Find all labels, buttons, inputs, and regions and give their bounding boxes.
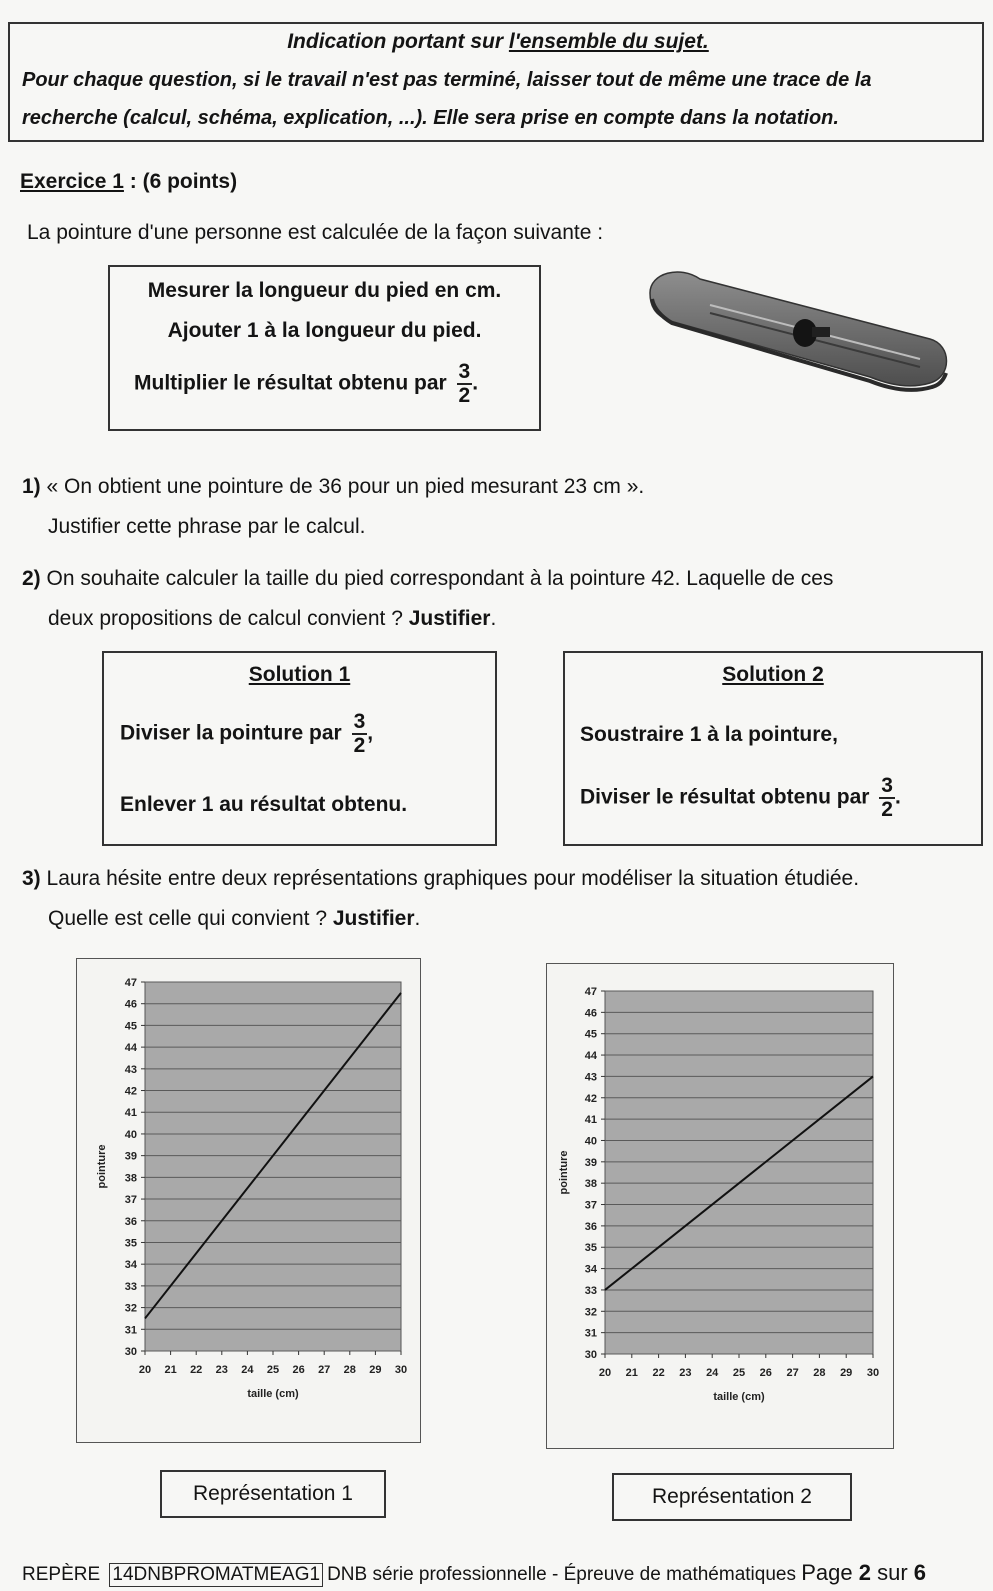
x-tick-label: 30 xyxy=(394,1364,408,1376)
x-tick-label: 20 xyxy=(138,1364,152,1376)
x-tick-label: 20 xyxy=(598,1367,612,1379)
rule-line-1: Mesurer la longueur du pied en cm. xyxy=(147,279,502,302)
y-tick-label: 46 xyxy=(124,998,137,1011)
solution-1-line-2: Enlever 1 au résultat obtenu. xyxy=(120,793,408,816)
y-tick-label: 40 xyxy=(124,1128,137,1141)
x-tick-label: 28 xyxy=(343,1364,356,1376)
x-tick-label: 29 xyxy=(369,1364,382,1376)
instructions-line-1: Pour chaque question, si le travail n'est pas terminé, laisser tout de même une trace de la xyxy=(22,69,872,91)
solution-2-title: Solution 2 xyxy=(722,663,824,686)
y-tick-label: 32 xyxy=(124,1302,137,1315)
foot-measuring-device-image xyxy=(640,265,955,405)
y-tick-label: 35 xyxy=(124,1237,137,1250)
y-tick-label: 39 xyxy=(124,1150,137,1163)
y-axis-label: pointure xyxy=(558,1150,570,1195)
chart-1-frame xyxy=(76,958,421,1443)
x-axis-label: taille (cm) xyxy=(247,1388,299,1400)
exercise-title: Exercice 1 : (6 points) xyxy=(20,170,238,193)
y-tick-label: 38 xyxy=(584,1178,597,1191)
x-tick-label: 27 xyxy=(786,1367,799,1379)
question-2-line-2: deux propositions de calcul convient ? Justifier. xyxy=(48,607,497,630)
solution-1-title: Solution 1 xyxy=(248,663,351,686)
y-tick-label: 37 xyxy=(124,1194,137,1207)
x-axis-label: taille (cm) xyxy=(713,1391,765,1403)
fraction-three-halves: $\frac{3}{2}$ xyxy=(881,774,893,822)
y-tick-label: 39 xyxy=(584,1156,597,1169)
y-axis-label: pointure xyxy=(96,1144,108,1189)
y-tick-label: 44 xyxy=(124,1042,137,1055)
y-tick-label: 43 xyxy=(584,1071,597,1084)
x-tick-label: 30 xyxy=(866,1367,880,1379)
y-tick-label: 47 xyxy=(584,986,597,998)
y-tick-label: 43 xyxy=(124,1063,137,1076)
y-tick-label: 45 xyxy=(584,1028,597,1041)
y-tick-label: 31 xyxy=(124,1324,137,1337)
y-tick-label: 46 xyxy=(584,1007,597,1020)
exercise-intro: La pointure d'une personne est calculée de la façon suivante : xyxy=(27,221,604,244)
y-tick-label: 31 xyxy=(584,1327,597,1340)
x-tick-label: 24 xyxy=(241,1364,254,1376)
rule-box xyxy=(108,265,541,431)
subject-code: 14DNBPROMATMEAG1 xyxy=(109,1563,323,1587)
rule-line-2: Ajouter 1 à la longueur du pied. xyxy=(167,319,482,342)
x-tick-label: 23 xyxy=(215,1364,228,1376)
question-1: 1) « On obtient une pointure de 36 pour un pied mesurant 23 cm ». xyxy=(22,475,645,498)
page-number: Page 2 sur 6 xyxy=(801,1560,927,1585)
y-tick-label: 30 xyxy=(124,1346,137,1358)
solution-2-line-1: Soustraire 1 à la pointure, xyxy=(580,723,838,746)
y-tick-label: 32 xyxy=(584,1306,597,1319)
chart-representation-1 xyxy=(77,959,420,1442)
solution-1-box xyxy=(102,651,497,846)
y-tick-label: 40 xyxy=(584,1135,597,1148)
fraction-three-halves: $\frac{3}{2}$ xyxy=(458,360,471,408)
y-tick-label: 41 xyxy=(584,1114,597,1127)
solution-1-line-1: Diviser la pointure par $\frac{3}{2}$ , xyxy=(120,710,374,758)
x-tick-label: 22 xyxy=(652,1367,665,1379)
x-tick-label: 21 xyxy=(625,1367,638,1379)
x-tick-label: 21 xyxy=(164,1364,177,1376)
solution-2-line-2: Diviser le résultat obtenu par $\frac{3}{2}$ . xyxy=(580,774,901,822)
x-tick-label: 25 xyxy=(266,1364,280,1376)
question-1-instruction: Justifier cette phrase par le calcul. xyxy=(48,515,366,538)
question-2: 2) On souhaite calculer la taille du pied correspondant à la pointure 42. Laquelle de ces xyxy=(22,567,834,590)
x-tick-label: 24 xyxy=(706,1367,719,1379)
instructions-title: Indication portant sur l'ensemble du sujet. xyxy=(287,30,709,53)
y-tick-label: 42 xyxy=(124,1085,137,1098)
y-tick-label: 36 xyxy=(124,1215,137,1228)
y-tick-label: 37 xyxy=(584,1199,597,1212)
chart-representation-2 xyxy=(547,964,893,1448)
y-tick-label: 42 xyxy=(584,1092,597,1105)
y-tick-label: 30 xyxy=(584,1349,597,1361)
x-tick-label: 22 xyxy=(190,1364,203,1376)
x-tick-label: 29 xyxy=(840,1367,853,1379)
instructions-box xyxy=(8,22,984,142)
y-tick-label: 34 xyxy=(584,1263,597,1276)
y-tick-label: 38 xyxy=(124,1172,137,1185)
rule-line-3: Multiplier le résultat obtenu par $\frac{3}{2}$ . xyxy=(134,360,479,408)
chart-2-frame xyxy=(546,963,894,1449)
plot-area xyxy=(605,991,873,1354)
x-tick-label: 27 xyxy=(318,1364,331,1376)
x-tick-label: 28 xyxy=(813,1367,826,1379)
x-tick-label: 25 xyxy=(732,1367,746,1379)
x-tick-label: 26 xyxy=(292,1364,305,1376)
x-tick-label: 26 xyxy=(759,1367,772,1379)
y-tick-label: 45 xyxy=(124,1020,137,1033)
fraction-three-halves: $\frac{3}{2}$ xyxy=(353,710,366,758)
question-3-line-2: Quelle est celle qui convient ? Justifier. xyxy=(48,907,421,930)
y-tick-label: 34 xyxy=(124,1259,137,1272)
instructions-line-2: recherche (calcul, schéma, explication, ...). Elle sera prise en compte dans la notation. xyxy=(22,107,839,129)
x-tick-label: 23 xyxy=(679,1367,692,1379)
y-tick-label: 35 xyxy=(584,1242,597,1255)
question-3: 3) Laura hésite entre deux représentations graphiques pour modéliser la situation étudiée. xyxy=(22,867,860,890)
y-tick-label: 41 xyxy=(124,1107,137,1120)
solution-2-box xyxy=(563,651,983,846)
y-tick-label: 44 xyxy=(584,1050,597,1063)
page-footer: REPÈRE 14DNBPROMATMEAG1 DNB série professionnelle - Épreuve de mathématiques Page 2 sur 6 xyxy=(22,1560,927,1585)
plot-area xyxy=(145,982,401,1351)
y-tick-label: 33 xyxy=(584,1284,597,1297)
representation-1-label: Représentation 1 xyxy=(160,1470,386,1518)
y-tick-label: 36 xyxy=(584,1220,597,1233)
y-tick-label: 47 xyxy=(124,977,137,989)
representation-2-label: Représentation 2 xyxy=(612,1473,852,1521)
y-tick-label: 33 xyxy=(124,1280,137,1293)
